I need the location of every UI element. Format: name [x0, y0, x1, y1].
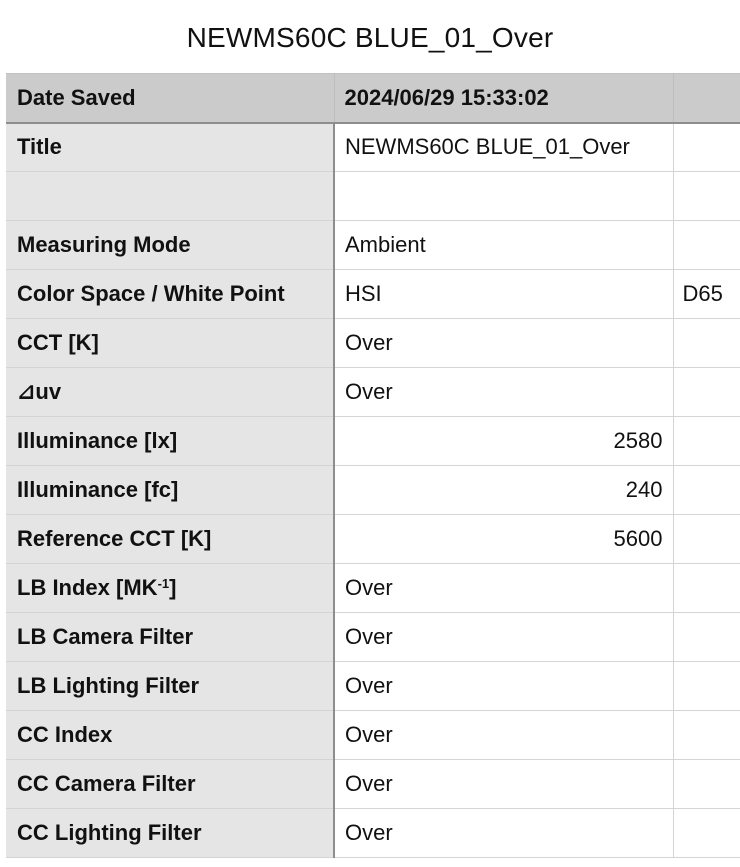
row-value-cell[interactable]: 2580 — [334, 417, 673, 466]
row-value-cell[interactable]: Over — [334, 613, 673, 662]
header-label-cell[interactable]: Date Saved — [6, 74, 334, 123]
table-row — [6, 760, 740, 809]
table-row — [6, 368, 740, 417]
row-value-cell[interactable]: Ambient — [334, 221, 673, 270]
row-label-cell[interactable]: LB Lighting Filter — [6, 662, 334, 711]
row-extra-cell[interactable]: D65 — [673, 270, 740, 319]
table-row — [6, 662, 740, 711]
table-row — [6, 613, 740, 662]
measurement-table — [6, 73, 740, 858]
row-value-cell[interactable]: Over — [334, 368, 673, 417]
table-row — [6, 221, 740, 270]
table-row — [6, 172, 740, 221]
row-value-cell[interactable]: Over — [334, 662, 673, 711]
row-extra-cell[interactable] — [673, 319, 740, 368]
table-row — [6, 466, 740, 515]
row-extra-cell[interactable] — [673, 564, 740, 613]
row-label-cell[interactable]: Color Space / White Point — [6, 270, 334, 319]
row-label-cell[interactable]: CC Lighting Filter — [6, 809, 334, 858]
row-label-cell[interactable]: ⊿uv — [6, 368, 334, 417]
row-label-cell[interactable]: LB Camera Filter — [6, 613, 334, 662]
row-label-cell[interactable] — [6, 172, 334, 221]
header-value-cell[interactable]: 2024/06/29 15:33:02 — [334, 74, 673, 123]
row-label-cell[interactable]: Illuminance [lx] — [6, 417, 334, 466]
row-extra-cell[interactable] — [673, 172, 740, 221]
row-extra-cell[interactable] — [673, 760, 740, 809]
row-value-cell[interactable]: Over — [334, 809, 673, 858]
row-label-superscript: -1 — [157, 576, 170, 591]
table-row — [6, 711, 740, 760]
row-label-cell[interactable]: CC Index — [6, 711, 334, 760]
row-label-main: LB Index [MK — [17, 575, 158, 600]
row-value-cell[interactable] — [334, 172, 673, 221]
row-label-cell[interactable]: Illuminance [fc] — [6, 466, 334, 515]
row-label-cell[interactable]: Measuring Mode — [6, 221, 334, 270]
row-extra-cell[interactable] — [673, 368, 740, 417]
row-extra-cell[interactable] — [673, 613, 740, 662]
row-extra-cell[interactable] — [673, 123, 740, 172]
row-label-cell[interactable]: Reference CCT [K] — [6, 515, 334, 564]
table-row — [6, 270, 740, 319]
table-row — [6, 809, 740, 858]
row-value-cell[interactable]: Over — [334, 564, 673, 613]
row-value-cell[interactable]: Over — [334, 711, 673, 760]
row-extra-cell[interactable] — [673, 809, 740, 858]
header-extra-cell[interactable] — [673, 74, 740, 123]
row-extra-cell[interactable] — [673, 515, 740, 564]
table-row — [6, 564, 740, 613]
table-row — [6, 123, 740, 172]
row-value-cell[interactable]: 5600 — [334, 515, 673, 564]
row-extra-cell[interactable] — [673, 466, 740, 515]
row-label-cell[interactable]: CCT [K] — [6, 319, 334, 368]
row-label-tail: ] — [169, 575, 177, 600]
row-value-cell[interactable]: Over — [334, 760, 673, 809]
row-label-cell[interactable]: CC Camera Filter — [6, 760, 334, 809]
row-value-cell[interactable]: Over — [334, 319, 673, 368]
row-value-cell[interactable]: 240 — [334, 466, 673, 515]
table-row — [6, 515, 740, 564]
row-value-cell[interactable]: NEWMS60C BLUE_01_Over — [334, 123, 673, 172]
row-extra-cell[interactable] — [673, 221, 740, 270]
row-value-cell[interactable]: HSI — [334, 270, 673, 319]
row-label-cell[interactable]: Title — [6, 123, 334, 172]
table-header-row — [6, 74, 740, 123]
table-row — [6, 319, 740, 368]
row-extra-cell[interactable] — [673, 711, 740, 760]
table-row — [6, 417, 740, 466]
row-extra-cell[interactable] — [673, 662, 740, 711]
document-title: NEWMS60C BLUE_01_Over — [186, 22, 554, 53]
row-label-cell[interactable] — [6, 564, 334, 613]
row-extra-cell[interactable] — [673, 417, 740, 466]
